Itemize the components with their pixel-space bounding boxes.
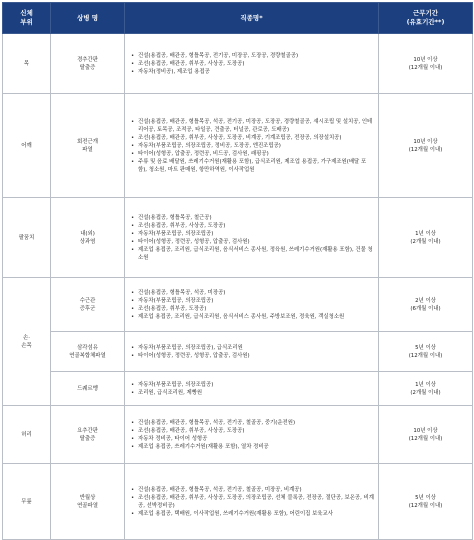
- disease-text: 요추간판 탈출증: [77, 427, 98, 442]
- table-row: [3, 198, 473, 278]
- list-item: • 건설(용접공, 형틀목공, 철근공): [131, 214, 374, 222]
- list-item: • 자동차(정비공), 제조업 용접공: [131, 68, 374, 76]
- header-row: [3, 3, 473, 34]
- list-item: • 자동차(부품조립공, 의장조립공): [131, 381, 374, 389]
- list-item: • 건설(용접공, 배관공, 형틀목공, 석공, 전기공, 철골공, 미장공, 비계공): [131, 486, 374, 494]
- disease-cell: [51, 372, 125, 406]
- disease-cell: [51, 464, 125, 540]
- list-item: • 제조업 용접공, 조리원, 급식조리원, 음식서비스 종사원, 주방보조원, 정육원, 객실청소원: [131, 313, 374, 321]
- list-item: • 자동차(부품조립공, 의장조립공, 정비공, 도장공, 엔진조립공): [131, 142, 374, 150]
- table-row: [3, 464, 473, 540]
- header-disease-text: 상병 명: [76, 13, 99, 22]
- body-part-cell: [3, 34, 51, 94]
- header-jobs-text: 직종명*: [240, 13, 263, 22]
- period-text: 5년 이상 (12개월 이내): [408, 494, 443, 509]
- disease-text: 회전근개 파열: [77, 138, 98, 153]
- body-part-text: 목: [23, 60, 30, 67]
- occupational-disease-table: [2, 2, 473, 540]
- period-cell: [379, 332, 473, 372]
- disease-cell: [51, 198, 125, 278]
- header-body-part: [3, 3, 51, 34]
- list-item: • 조리원, 급식조리원, 제빵원: [131, 389, 374, 397]
- header-jobs: [125, 3, 379, 34]
- body-part-cell: [3, 406, 51, 464]
- jobs-cell: [125, 94, 379, 198]
- period-cell: [379, 464, 473, 540]
- list-item: • 조선(용접공, 배관공, 취부공, 사상공, 도장공): [131, 60, 374, 68]
- disease-text: 수근관 증후군: [79, 297, 96, 312]
- period-cell: [379, 34, 473, 94]
- period-text: 10년 이상 (12개월 이내): [408, 138, 443, 153]
- list-item: • 조선(용접공, 배관공, 취부공, 사상공, 도장공, 비계공, 기계조립공, 전장공, 의장설치공): [131, 134, 374, 142]
- list-item: • 조선(용접공, 배관공, 취부공, 사상공, 도장공, 의장조립공, 선체 블록공, 전장공, 절단공, 보온공, 비계공, 선박정비공): [131, 494, 374, 510]
- jobs-cell: [125, 332, 379, 372]
- jobs-cell: [125, 278, 379, 332]
- jobs-list: [131, 52, 374, 76]
- list-item: • 타이어(성형공, 압출공, 정련공, 비드공, 검사원, 래핑공): [131, 150, 374, 158]
- period-text: 5년 이상 (12개월 이내): [408, 344, 443, 359]
- list-item: • 제조업 용접공, 쓰레기수거원(재활용 포함), 열차 정비공: [131, 443, 374, 451]
- list-item: • 건설(용접공, 배관공, 형틀목공, 전기공, 미장공, 도장공, 경량철골공): [131, 52, 374, 60]
- body-part-text: 무릎: [21, 498, 32, 505]
- list-item: • 건설(용접공, 형틀목공, 석공, 미장공): [131, 289, 374, 297]
- header-disease: [51, 3, 125, 34]
- list-item: • 제조업 용접공, 조리원, 급식조리원, 음식서비스 종사원, 정육원, 쓰레기수거원(재활용 포함), 건물 청소원: [131, 246, 374, 262]
- period-text: 1년 이상 (2개월 이내): [410, 381, 441, 396]
- list-item: • 조선(용접공, 취부공, 사상공, 도장공): [131, 222, 374, 230]
- period-text: 1년 이상 (2개월 이내): [410, 230, 441, 245]
- period-cell: [379, 406, 473, 464]
- header-body-part-text: 신체 부위: [20, 9, 33, 26]
- disease-cell: [51, 332, 125, 372]
- jobs-cell: [125, 464, 379, 540]
- list-item: • 제조업 용접공, 택배원, 이사작업원, 쓰레기수거원(재활용 포함), 어린이집 보육교사: [131, 510, 374, 518]
- list-item: • 조선(용접공, 배관공, 취부공, 사상공, 도장공): [131, 427, 374, 435]
- list-item: • 타이어(성형공, 정련공, 성형공, 압출공, 검사원): [131, 238, 374, 246]
- disease-cell: [51, 34, 125, 94]
- jobs-list: [131, 214, 374, 262]
- list-item: • 건설(용접공, 배관공, 형틀목공, 석공, 전기공, 철골공, 중기(운전원): [131, 419, 374, 427]
- body-part-text: 팔꿈치: [18, 234, 35, 241]
- list-item: • 조선(용접공, 취부공, 도장공): [131, 305, 374, 313]
- list-item: • 건설(용접공, 배관공, 형틀목공, 석공, 전기공, 미장공, 도장공, 경량철골공, 섀시조립 및 설치공, 인테리어공, 토목공, 조적공, 타일공, 견출공, 터널공, 관로공, 도배공): [131, 118, 374, 134]
- header-period: [379, 3, 473, 34]
- period-text: 2년 이상 (6개월 이내): [410, 297, 441, 312]
- jobs-list: [131, 419, 374, 451]
- disease-text: 경추간판 탈출증: [77, 56, 98, 71]
- body-part-text: 어깨: [21, 142, 32, 149]
- disease-text: 드퀘르벵: [77, 385, 98, 392]
- disease-text: 삼각섬유 연골복합체파열: [69, 344, 106, 359]
- list-item: • 자동차(부품조립공, 의장조립공), 급식조리원: [131, 344, 374, 352]
- table-row: [3, 94, 473, 198]
- period-text: 10년 이상 (12개월 이내): [408, 56, 443, 71]
- body-part-text: 손· 손목: [21, 334, 32, 349]
- period-cell: [379, 198, 473, 278]
- table-row: [3, 34, 473, 94]
- table-row: [3, 406, 473, 464]
- table-row: [3, 278, 473, 332]
- list-item: • 타이어(성형공, 정련공, 성형공, 압출공, 검사원): [131, 352, 374, 360]
- list-item: • 자동차(부품조립공, 의장조립공): [131, 297, 374, 305]
- jobs-cell: [125, 372, 379, 406]
- jobs-cell: [125, 406, 379, 464]
- table-row: [3, 372, 473, 406]
- table-row: [3, 332, 473, 372]
- body-part-text: 허리: [21, 431, 32, 438]
- period-text: 10년 이상 (12개월 이내): [408, 427, 443, 442]
- jobs-list: [131, 381, 374, 397]
- jobs-cell: [125, 34, 379, 94]
- list-item: • 자동차 정비공, 타이어 성형공: [131, 435, 374, 443]
- list-item: • 자동차(부품조립공, 의장조립공): [131, 230, 374, 238]
- disease-cell: [51, 278, 125, 332]
- jobs-list: [131, 486, 374, 518]
- body-part-cell: [3, 94, 51, 198]
- period-cell: [379, 372, 473, 406]
- period-cell: [379, 278, 473, 332]
- body-part-cell: [3, 464, 51, 540]
- jobs-cell: [125, 198, 379, 278]
- jobs-list: [131, 344, 374, 360]
- disease-text: 내(외) 상과염: [79, 230, 96, 245]
- disease-cell: [51, 406, 125, 464]
- period-cell: [379, 94, 473, 198]
- jobs-list: [131, 118, 374, 174]
- disease-cell: [51, 94, 125, 198]
- disease-text: 반월상 연골파열: [77, 494, 98, 509]
- header-period-text: 근무기간 (유효기간**): [406, 9, 445, 26]
- body-part-cell: [3, 198, 51, 278]
- jobs-list: [131, 289, 374, 321]
- list-item: • 주류 및 음료 배달원, 쓰레기수거원(재활용 포함), 급식조리원, 제조업 용접공, 가구제조원(배달 포함), 청소원, 마트 판매원, 항만하역원, 이사작업원: [131, 158, 374, 174]
- body-part-cell: [3, 278, 51, 406]
